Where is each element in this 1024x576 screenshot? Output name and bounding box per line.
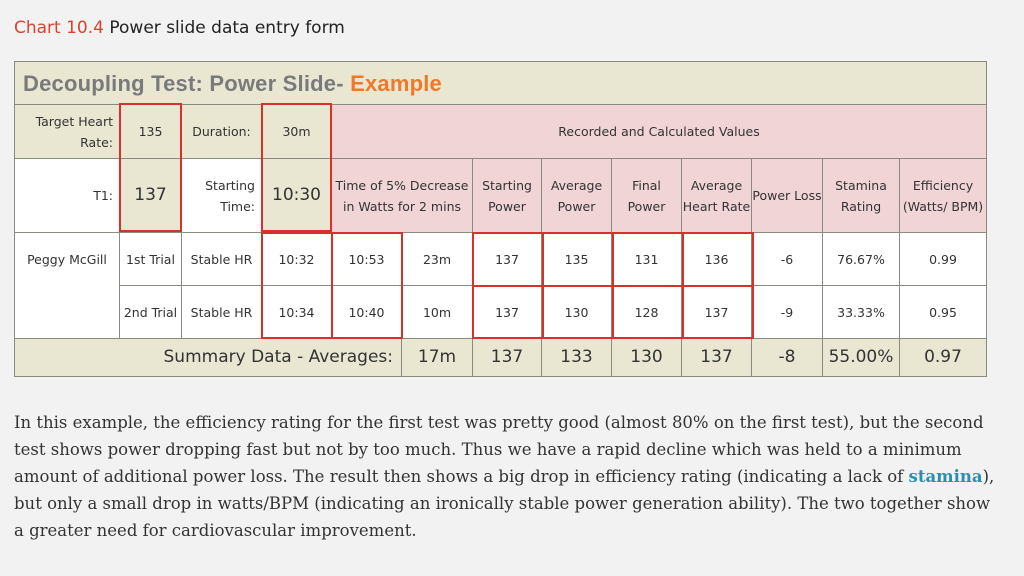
summary-power-loss: -8 [752,339,823,377]
average-hr[interactable]: 136 [682,233,752,286]
chart-caption [14,18,345,38]
form-title-main: Decoupling Test: Power Slide- [23,70,344,96]
trial-label: 2nd Trial [120,286,182,339]
average-power[interactable]: 130 [542,286,612,339]
stable-time[interactable]: 10:32 [262,233,332,286]
power-loss: -9 [752,286,823,339]
explanation-paragraph [14,409,1004,544]
target-hr-label: Target Heart Rate: [15,105,120,159]
summary-average-hr: 137 [682,339,752,377]
form-title [15,62,987,105]
decrease-time[interactable]: 10:40 [332,286,402,339]
trial-duration: 10m [402,286,473,339]
summary-duration: 17m [402,339,473,377]
data-entry-form [14,61,986,377]
trial-duration: 23m [402,233,473,286]
power-loss: -6 [752,233,823,286]
header-starting-power: Starting Power [473,159,542,233]
starting-time-label: Starting Time: [182,159,262,233]
stamina-term: stamina [908,467,983,486]
stable-time[interactable]: 10:34 [262,286,332,339]
paragraph-before: In this example, the efficiency rating for the first test was pretty good (almost 80% on the first test), but the second test shows power dropping fast but not by too much. Thus we have a rapid decline which was held to a minimum amount of additional power loss. The result then shows a big drop in efficiency rating (indicating a lack of [14,413,984,486]
trial-label: 1st Trial [120,233,182,286]
starting-power[interactable]: 137 [473,286,542,339]
starting-time-value[interactable]: 10:30 [262,159,332,233]
final-power[interactable]: 131 [612,233,682,286]
athlete-name: Peggy McGill [27,252,107,267]
stable-hr-label: Stable HR [182,233,262,286]
form-title-highlight: Example [350,70,442,96]
power-slide-table [14,61,987,377]
final-power[interactable]: 128 [612,286,682,339]
header-average-power: Average Power [542,159,612,233]
stamina-rating: 76.67% [823,233,900,286]
duration-value[interactable]: 30m [262,105,332,159]
duration-label: Duration: [182,105,262,159]
paragraph-after: ), but only a small drop in watts/BPM (indicating an ironically stable power generation ability). The two together show a greater need for cardiovascular improvement. [14,467,995,540]
summary-average-power: 133 [542,339,612,377]
caption-number: Chart 10.4 [14,18,104,38]
summary-efficiency: 0.97 [900,339,987,377]
summary-stamina: 55.00% [823,339,900,377]
header-stamina-rating: Stamina Rating [823,159,900,233]
target-hr-value[interactable]: 135 [120,105,182,159]
t1-label: T1: [15,159,120,233]
decrease-time[interactable]: 10:53 [332,233,402,286]
header-final-power: Final Power [612,159,682,233]
table-row [15,286,987,339]
starting-power[interactable]: 137 [473,233,542,286]
stable-hr-label: Stable HR [182,286,262,339]
average-power[interactable]: 135 [542,233,612,286]
athlete-name-cell [15,233,120,339]
summary-row [15,339,987,377]
summary-label: Summary Data - Averages: [15,339,402,377]
recorded-values-header: Recorded and Calculated Values [332,105,987,159]
table-row [15,233,987,286]
header-average-hr: Average Heart Rate [682,159,752,233]
t1-value[interactable]: 137 [120,159,182,233]
header-efficiency: Efficiency (Watts/ BPM) [900,159,987,233]
efficiency: 0.95 [900,286,987,339]
caption-text: Power slide data entry form [109,18,345,38]
header-power-loss: Power Loss [752,159,823,233]
average-hr[interactable]: 137 [682,286,752,339]
stamina-rating: 33.33% [823,286,900,339]
summary-starting-power: 137 [473,339,542,377]
header-time-decrease: Time of 5% Decrease in Watts for 2 mins [332,159,473,233]
summary-final-power: 130 [612,339,682,377]
efficiency: 0.99 [900,233,987,286]
